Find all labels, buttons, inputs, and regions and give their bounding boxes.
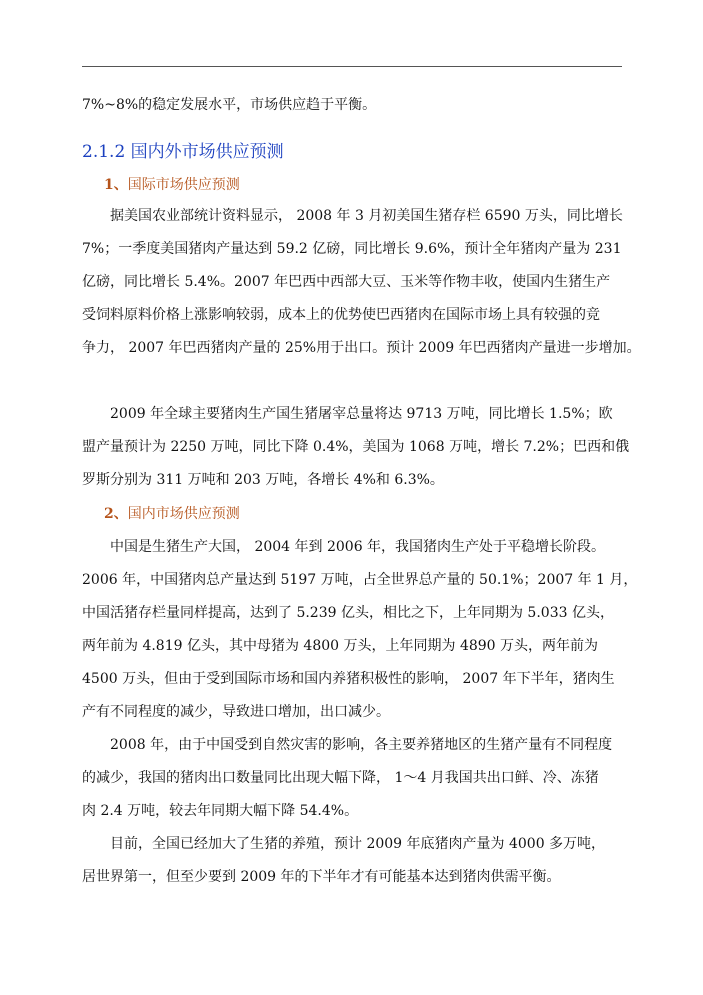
paragraph-line: 争力， 2007 年巴西猪肉产量的 25%用于出口。预计 2009 年巴西猪肉产量进一步增加。	[82, 340, 641, 356]
subsection-heading-international	[104, 176, 240, 194]
paragraph-line: 两年前为 4.819 亿头，其中母猪为 4800 万头，上年同期为 4890 万头，两年前为	[82, 638, 599, 654]
subsection-heading-domestic	[104, 505, 240, 523]
paragraph-line: 中国是生猪生产大国， 2004 年到 2006 年，我国猪肉生产处于平稳增长阶段。	[110, 539, 606, 555]
paragraph-line: 目前，全国已经加大了生猪的养殖，预计 2009 年底猪肉产量为 4000 多万吨，	[110, 836, 606, 852]
paragraph-line: 的减少，我国的猪肉出口数量同比出现大幅下降， 1～4 月我国共出口鲜、冷、冻猪	[82, 770, 599, 786]
paragraph-line: 产有不同程度的减少，导致进口增加，出口减少。	[82, 704, 390, 720]
continued-text: 7%~8%的稳定发展水平，市场供应趋于平衡。	[82, 97, 377, 113]
paragraph-line: 2006 年，中国猪肉总产量达到 5197 万吨，占全世界总产量的 50.1%；2007 年 1 月，	[82, 572, 638, 588]
paragraph-line: 盟产量预计为 2250 万吨，同比下降 0.4%，美国为 1068 万吨，增长 7.2%；巴西和俄	[82, 439, 630, 455]
section-heading	[82, 140, 284, 164]
subsection-title: 国际市场供应预测	[127, 177, 240, 193]
section-title: 国内外市场供应预测	[130, 142, 284, 162]
paragraph-line: 7%；一季度美国猪肉产量达到 59.2 亿磅，同比增长 9.6%，预计全年猪肉产量为 231	[82, 241, 622, 257]
paragraph-line: 肉 2.4 万吨，较去年同期大幅下降 54.4%。	[82, 803, 359, 819]
section-number: 2.1.2	[82, 142, 126, 162]
paragraph-line: 中国活猪存栏量同样提高，达到了 5.239 亿头，相比之下，上年同期为 5.033 亿头，	[82, 605, 614, 621]
paragraph-line: 据美国农业部统计资料显示， 2008 年 3 月初美国生猪存栏 6590 万头，同比增长	[110, 208, 623, 224]
paragraph-line: 2009 年全球主要猪肉生产国生猪屠宰总量将达 9713 万吨，同比增长 1.5%；欧	[110, 406, 613, 422]
paragraph-line: 2008 年，由于中国受到自然灾害的影响，各主要养猪地区的生猪产量有不同程度	[110, 737, 613, 753]
paragraph-line: 亿磅，同比增长 5.4%。2007 年巴西中西部大豆、玉米等作物丰收，使国内生猪生产	[82, 274, 611, 290]
paragraph-line: 受饲料原料价格上涨影响较弱，成本上的优势使巴西猪肉在国际市场上具有较强的竞	[82, 307, 600, 323]
subsection-number: 2、	[104, 506, 128, 522]
paragraph-line: 罗斯分别为 311 万吨和 203 万吨，各增长 4%和 6.3%。	[82, 472, 444, 488]
header-rule	[82, 66, 622, 67]
subsection-number: 1、	[104, 177, 128, 193]
paragraph-line: 4500 万头，但由于受到国际市场和国内养猪积极性的影响， 2007 年下半年，猪肉生	[82, 671, 615, 687]
subsection-title: 国内市场供应预测	[127, 506, 240, 522]
paragraph-line: 居世界第一，但至少要到 2009 年的下半年才有可能基本达到猪肉供需平衡。	[82, 869, 561, 885]
